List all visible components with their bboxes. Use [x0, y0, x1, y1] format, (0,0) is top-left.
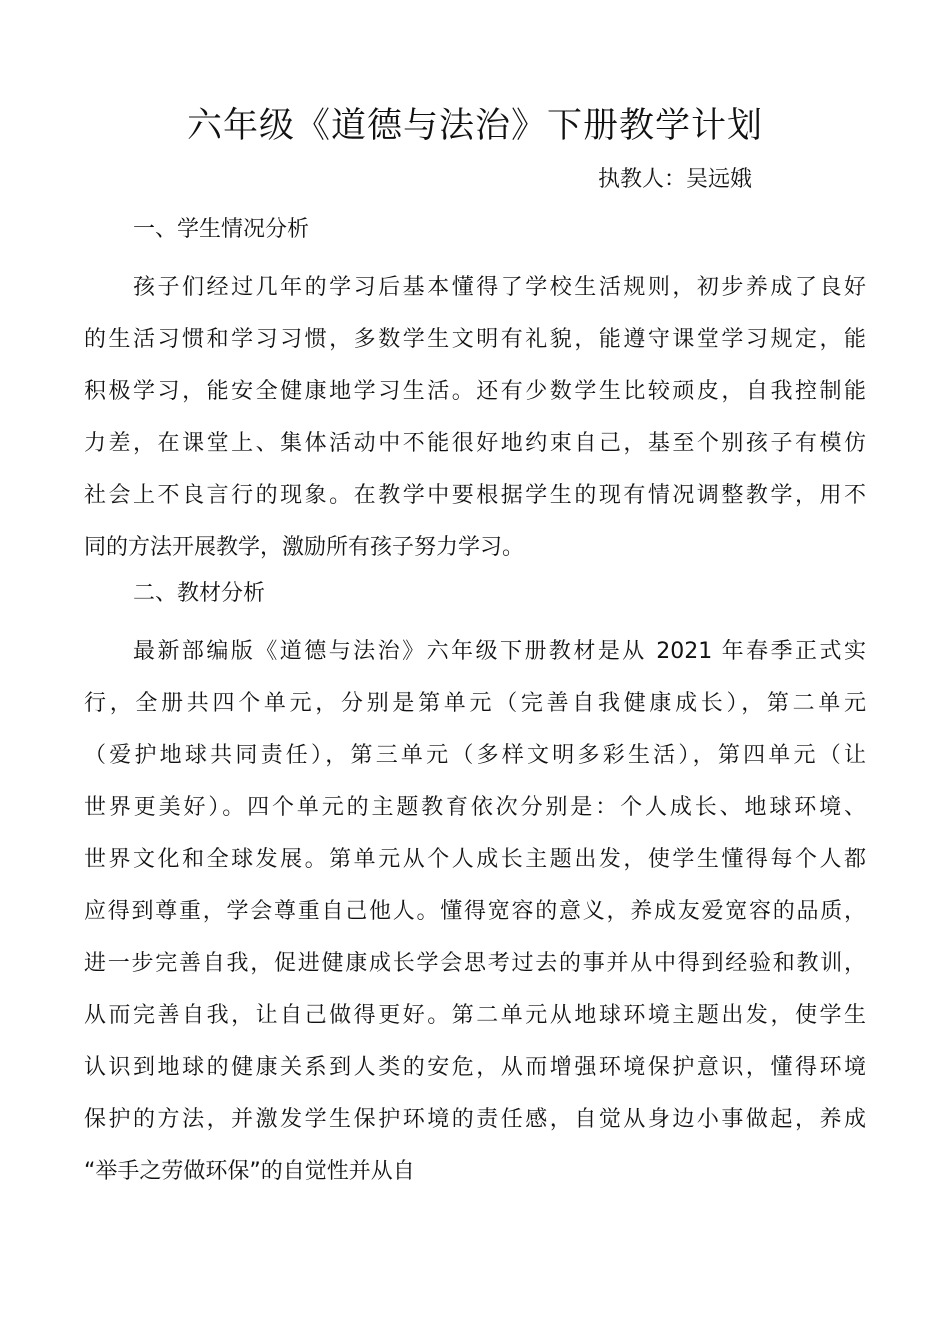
paragraph-line: 社会上不良言行的现象。在教学中要根据学生的现有情况调整教学，用不 [84, 483, 866, 508]
paragraph-line: 最新部编版《道德与法治》六年级下册教材是从 2021 年春季正式实 [133, 639, 866, 664]
paragraph-textbook-analysis [84, 626, 866, 1198]
author-line: 执教人：吴远娥 [598, 167, 753, 192]
paragraph-line: 应得到尊重，学会尊重自己他人。懂得宽容的意义，养成友爱宽容的品质， [84, 899, 866, 924]
paragraph-line: 保护的方法，并激发学生保护环境的责任感，自觉从身边小事做起，养成 [84, 1107, 866, 1132]
document-title: 六年级《道德与法治》下册教学计划 [186, 106, 763, 146]
paragraph-line: 世界文化和全球发展。第单元从个人成长主题出发，使学生懂得每个人都 [84, 847, 866, 872]
paragraph-line: （爱护地球共同责任），第三单元（多样文明多彩生活），第四单元（让 [84, 743, 866, 768]
section-heading-student-analysis: 一、学生情况分析 [133, 217, 310, 242]
paragraph-line: 行，全册共四个单元，分别是第单元（完善自我健康成长），第二单元 [84, 691, 866, 716]
paragraph-line: 进一步完善自我，促进健康成长学会思考过去的事并从中得到经验和教训， [84, 951, 866, 976]
paragraph-line: 同的方法开展教学，激励所有孩子努力学习。 [84, 535, 525, 560]
paragraph-line: “举手之劳做环保”的自觉性并从自 [84, 1159, 415, 1184]
paragraph-line: 力差，在课堂上、集体活动中不能很好地约束自己，基至个别孩子有模仿 [84, 431, 866, 456]
paragraph-line: 积极学习，能安全健康地学习生活。还有少数学生比较顽皮，自我控制能 [84, 379, 866, 404]
paragraph-line: 的生活习惯和学习习惯，多数学生文明有礼貌，能遵守课堂学习规定，能 [84, 327, 866, 352]
section-heading-textbook-analysis: 二、教材分析 [133, 581, 266, 606]
paragraph-line: 世界更美好）。四个单元的主题教育依次分别是：个人成长、地球环境、 [84, 795, 866, 820]
paragraph-student-analysis [84, 262, 866, 574]
paragraph-line: 认识到地球的健康关系到人类的安危，从而增强环境保护意识，懂得环境 [84, 1055, 866, 1080]
paragraph-line: 从而完善自我，让自己做得更好。第二单元从地球环境主题出发，使学生 [84, 1003, 866, 1028]
paragraph-line: 孩子们经过几年的学习后基本懂得了学校生活规则，初步养成了良好 [133, 275, 866, 300]
